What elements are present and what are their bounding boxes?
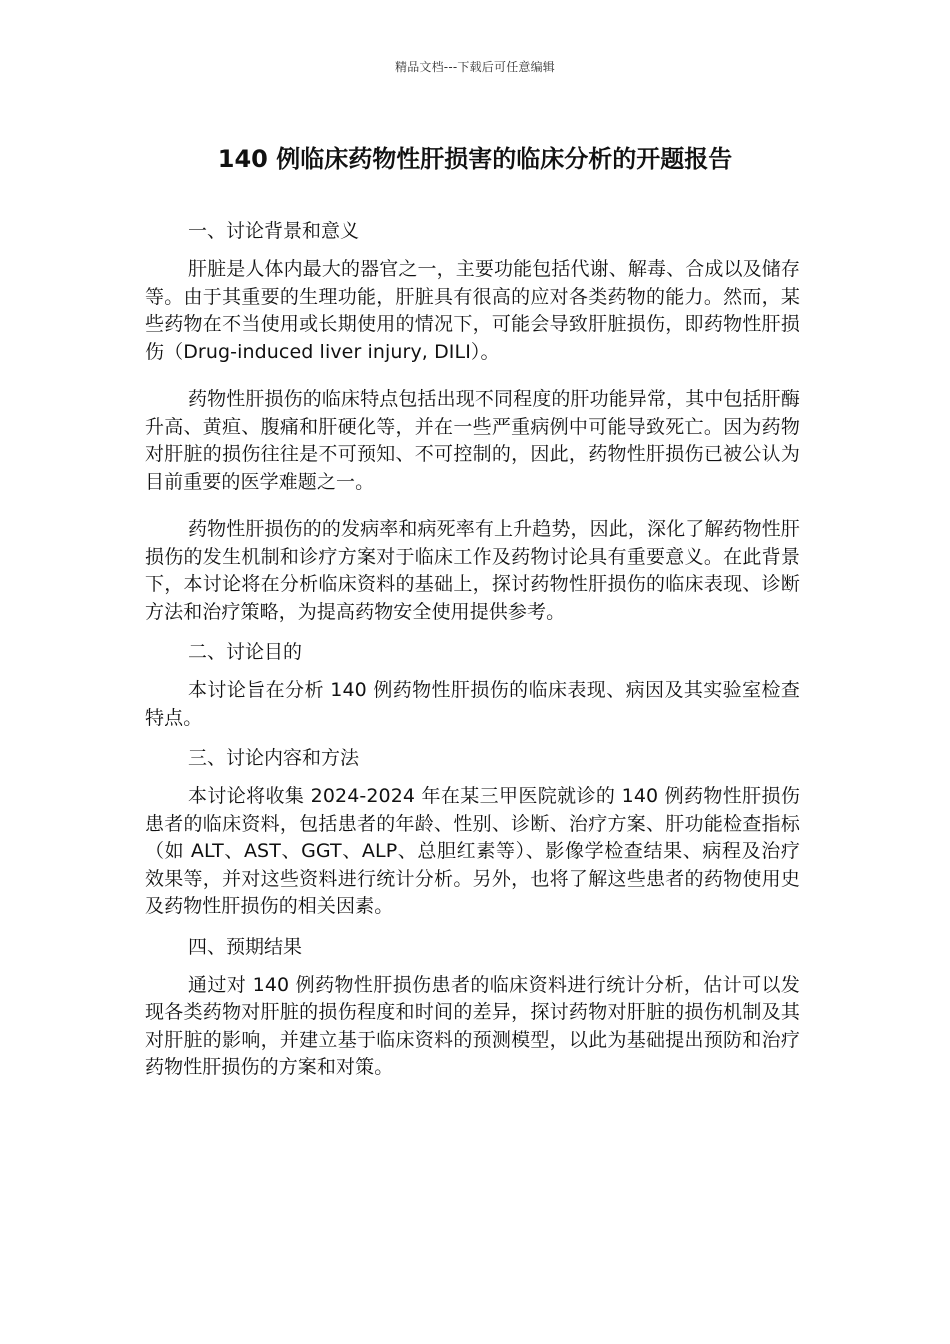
document-body	[145, 213, 800, 1102]
section-heading-methods: 三、讨论内容和方法	[188, 747, 360, 769]
section-heading-expected-results: 四、预期结果	[188, 935, 303, 958]
paragraph-purpose: 本讨论旨在分析 140 例药物性肝损伤的临床表现、病因及其实验室检查特点。	[145, 679, 800, 729]
paragraph-background-2: 药物性肝损伤的临床特点包括出现不同程度的肝功能异常，其中包括肝酶升高、黄疸、腹痛和肝硬化等，并在一些严重病例中可能导致死亡。因为药物对肝脏的损伤往往是不可预知、不可控制的，因此，药物性肝损伤已被公认为目前重要的医学难题之一。	[145, 388, 800, 493]
section-heading-background: 一、讨论背景和意义	[188, 220, 360, 242]
paragraph-background-3: 药物性肝损伤的的发病率和病死率有上升趋势，因此，深化了解药物性肝损伤的发生机制和诊疗方案对于临床工作及药物讨论具有重要意义。在此背景下，本讨论将在分析临床资料的基础上，探讨药物性肝损伤的临床表现、诊断方法和治疗策略，为提高药物安全使用提供参考。	[145, 518, 800, 623]
paragraph-methods: 本讨论将收集 2024-2024 年在某三甲医院就诊的 140 例药物性肝损伤患者的临床资料，包括患者的年龄、性别、诊断、治疗方案、肝功能检查指标（如 ALT、AST、GGT、ALP、总胆红素等）、影像学检查结果、病程及治疗效果等，并对这些资料进行统计分析。另外，也将了解这些患者的药物使用史及药物性肝损伤的相关因素。	[145, 785, 800, 917]
header-note: 精品文档---下载后可任意编辑	[395, 60, 555, 74]
document-title: 140 例临床药物性肝损害的临床分析的开题报告	[217, 145, 733, 173]
paragraph-background-1: 肝脏是人体内最大的器官之一，主要功能包括代谢、解毒、合成以及储存等。由于其重要的生理功能，肝脏具有很高的应对各类药物的能力。然而，某些药物在不当使用或长期使用的情况下，可能会导致肝脏损伤，即药物性肝损伤（Drug-induced liver injury, DILI）。	[145, 258, 800, 363]
section-heading-purpose: 二、讨论目的	[188, 641, 303, 663]
paragraph-expected-results: 通过对 140 例药物性肝损伤患者的临床资料进行统计分析，估计可以发现各类药物对肝脏的损伤程度和时间的差异，探讨药物对肝脏的损伤机制及其对肝脏的影响，并建立基于临床资料的预测模型，以此为基础提出预防和治疗药物性肝损伤的方案和对策。	[145, 973, 800, 1078]
